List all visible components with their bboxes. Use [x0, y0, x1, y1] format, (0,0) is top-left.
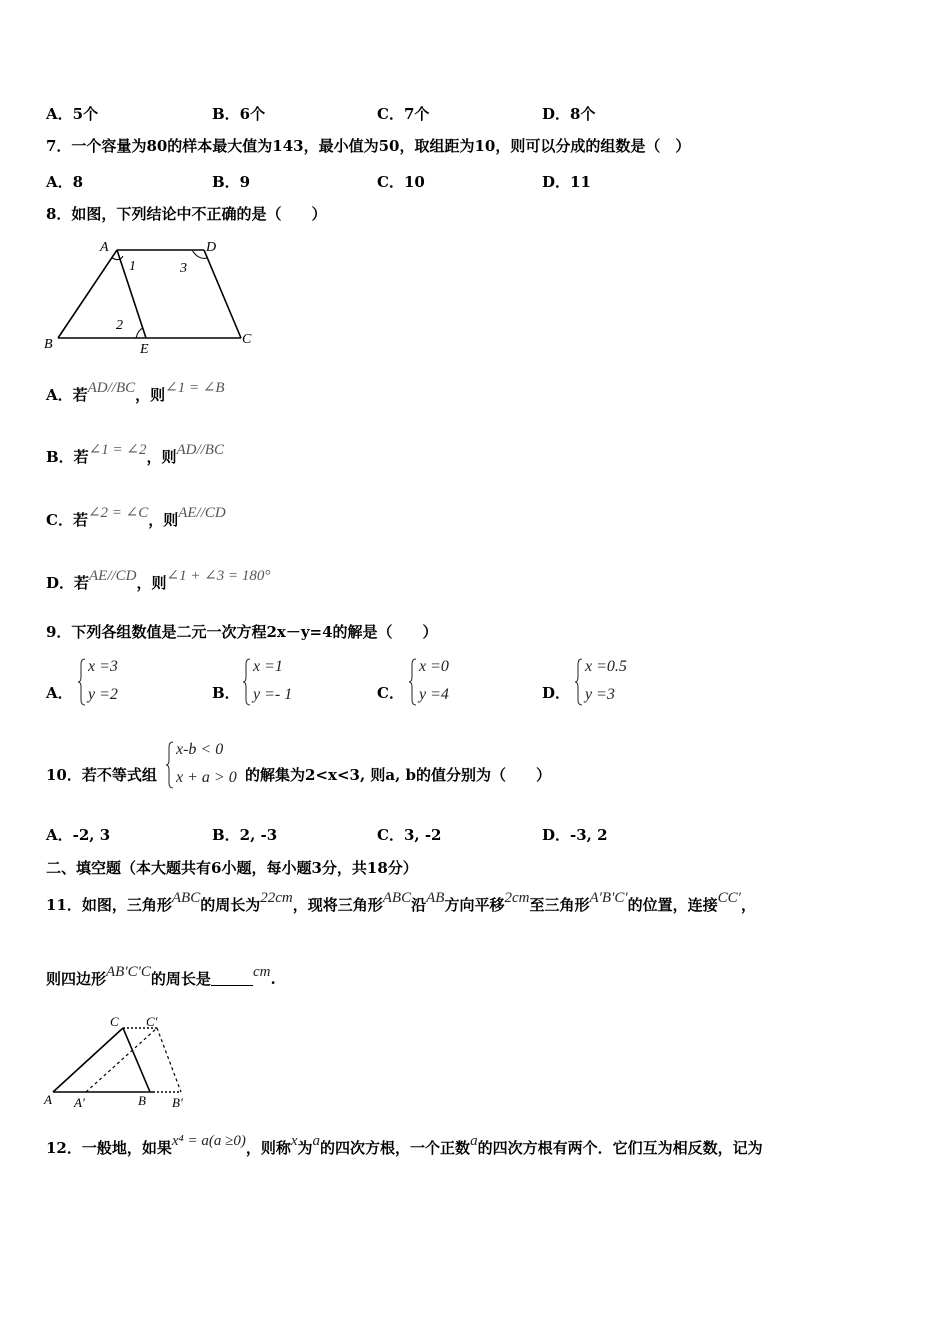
- q11-t3: ，现将三角形: [292, 896, 383, 914]
- fig8-label-b: B: [44, 337, 53, 352]
- q11-t6: 至三角形: [529, 896, 590, 914]
- q7-option-b[interactable]: B．9: [212, 173, 251, 191]
- q8-option-c[interactable]: [46, 505, 226, 531]
- q9-option-d-letter[interactable]: D．: [542, 684, 571, 702]
- q11-t2: 的周长为: [200, 896, 261, 914]
- q8a-letter: A．若: [46, 386, 88, 404]
- q8c-conclusion: AE//CD: [178, 505, 226, 521]
- q9-stem: 9．下列各组数值是二元一次方程2x－y=4的解是（ ）: [46, 623, 438, 641]
- q12-m3: a: [312, 1133, 321, 1149]
- fig8-label-1: 1: [129, 259, 136, 274]
- q8c-then: ，则: [148, 511, 179, 529]
- q9-option-b-letter[interactable]: B．: [212, 684, 240, 702]
- q8c-condition: ∠2 = ∠C: [87, 505, 149, 521]
- q12-t2: ，则称: [245, 1139, 291, 1157]
- q6-option-b[interactable]: B．6个: [212, 105, 266, 123]
- q11-m7: CC′: [717, 890, 741, 906]
- q12-line1: [46, 1133, 763, 1159]
- q10-suffix: 的解集为2<x<3, 则a, b的值分别为（ ）: [245, 766, 552, 784]
- brace-icon: [243, 658, 251, 706]
- q11-t5: 方向平移: [444, 896, 505, 914]
- q7-stem: 7．一个容量为80的样本最大值为143，最小值为50，取组距为10，则可以分成的组数是（ ）: [46, 137, 691, 155]
- q10-row1: x-b < 0: [176, 741, 224, 758]
- q11-l2m: AB′C′C: [106, 964, 151, 980]
- q11-line2: [46, 964, 276, 990]
- q8b-letter: B．若: [46, 448, 89, 466]
- q11-t4: 沿: [411, 896, 427, 914]
- q11-m5: 2cm: [504, 890, 530, 906]
- q8d-then: ，则: [136, 574, 167, 592]
- q11-line1: [46, 890, 756, 916]
- q12-t5: 的四次方根有两个．它们互为相反数，记为: [477, 1139, 763, 1157]
- q8b-then: ，则: [146, 448, 177, 466]
- q11-l2b: 的周长是: [150, 970, 211, 988]
- q8b-conclusion: AD//BC: [176, 442, 224, 458]
- q12-m2: x: [290, 1133, 298, 1149]
- fig11-label-a-prime: A′: [74, 1095, 85, 1110]
- fig11-label-b: B: [138, 1093, 146, 1108]
- q8b-condition: ∠1 = ∠2: [88, 442, 147, 458]
- q7-option-c[interactable]: C．10: [377, 173, 425, 191]
- q12-t1: 12．一般地，如果: [46, 1139, 172, 1157]
- q11-m3: ABC: [382, 890, 412, 906]
- q11-m1: ABC: [171, 890, 201, 906]
- brace-icon: [78, 658, 86, 706]
- q9b-row2: y =- 1: [253, 686, 293, 703]
- q8d-conclusion: ∠1 + ∠3 = 180°: [166, 568, 271, 584]
- q12-t3: 为: [297, 1139, 313, 1157]
- q11-l2end: .: [270, 970, 276, 988]
- q11-t7: 的位置，连接: [627, 896, 718, 914]
- q6-option-d[interactable]: D．8个: [542, 105, 596, 123]
- brace-icon: [166, 741, 174, 789]
- q11-m6: A′B′C′: [589, 890, 628, 906]
- q9-option-a-letter[interactable]: A．: [46, 684, 73, 702]
- q9d-row2: y =3: [585, 686, 615, 703]
- q7-option-a[interactable]: A．8: [46, 173, 84, 191]
- fig11-label-a: A: [44, 1092, 52, 1107]
- q9d-row1: x =0.5: [585, 658, 627, 675]
- q10-row2: x + a > 0: [176, 769, 237, 786]
- q6-option-a[interactable]: A．5个: [46, 105, 99, 123]
- fig11-label-c: C: [110, 1014, 119, 1029]
- brace-icon: [409, 658, 417, 706]
- q9c-row1: x =0: [419, 658, 449, 675]
- q11-answer-blank[interactable]: [211, 971, 253, 986]
- q8a-condition: AD//BC: [87, 380, 136, 396]
- fig8-label-d: D: [206, 240, 217, 255]
- q11-m2: 22cm: [260, 890, 293, 906]
- brace-icon: [575, 658, 583, 706]
- q8d-letter: D．若: [46, 574, 90, 592]
- q11-t1: 11．如图，三角形: [46, 896, 172, 914]
- q11-translation-figure: [40, 1012, 200, 1112]
- q8c-letter: C．若: [46, 511, 88, 529]
- q9a-row1: x =3: [88, 658, 118, 675]
- q8a-conclusion: ∠1 = ∠B: [165, 380, 225, 396]
- fig8-label-2: 2: [116, 318, 123, 333]
- q11-l2unit: cm: [252, 964, 271, 980]
- q8d-condition: AE//CD: [89, 568, 137, 584]
- q8-trapezoid-figure: [40, 236, 265, 358]
- q10-option-c[interactable]: C．3, -2: [377, 826, 442, 844]
- q9b-row1: x =1: [253, 658, 283, 675]
- fig8-label-c: C: [242, 332, 252, 347]
- q12-t4: 的四次方根，一个正数: [320, 1139, 471, 1157]
- fig8-label-3: 3: [180, 261, 187, 276]
- q10-option-d[interactable]: D．-3, 2: [542, 826, 608, 844]
- q10-prefix: 10．若不等式组: [46, 766, 157, 784]
- q10-option-b[interactable]: B．2, -3: [212, 826, 278, 844]
- q12-m4: a: [470, 1133, 478, 1149]
- q8-stem: 8．如图，下列结论中不正确的是（ ）: [46, 205, 327, 223]
- q11-l2a: 则四边形: [46, 970, 107, 988]
- q9c-row2: y =4: [419, 686, 449, 703]
- q9-option-c-letter[interactable]: C．: [377, 684, 404, 702]
- q7-option-d[interactable]: D．11: [542, 173, 591, 191]
- fig8-label-e: E: [140, 342, 149, 357]
- q10-option-a[interactable]: A．-2, 3: [46, 826, 111, 844]
- fig8-label-a: A: [100, 240, 109, 255]
- q8-option-b[interactable]: [46, 442, 224, 468]
- q6-option-c[interactable]: C．7个: [377, 105, 430, 123]
- q11-t8: ，: [740, 896, 756, 914]
- fig11-label-c-prime: C′: [146, 1014, 158, 1029]
- q11-m4: AB: [426, 890, 445, 906]
- fig11-label-b-prime: B′: [172, 1095, 183, 1110]
- q8a-then: ，则: [135, 386, 166, 404]
- q8-option-d[interactable]: [46, 568, 271, 594]
- section-2-heading: 二、填空题（本大题共有6小题，每小题3分，共18分）: [46, 859, 418, 877]
- q12-m1: x⁴ = a(a ≥0): [171, 1133, 246, 1149]
- q8-option-a[interactable]: [46, 380, 225, 406]
- q9a-row2: y =2: [88, 686, 118, 703]
